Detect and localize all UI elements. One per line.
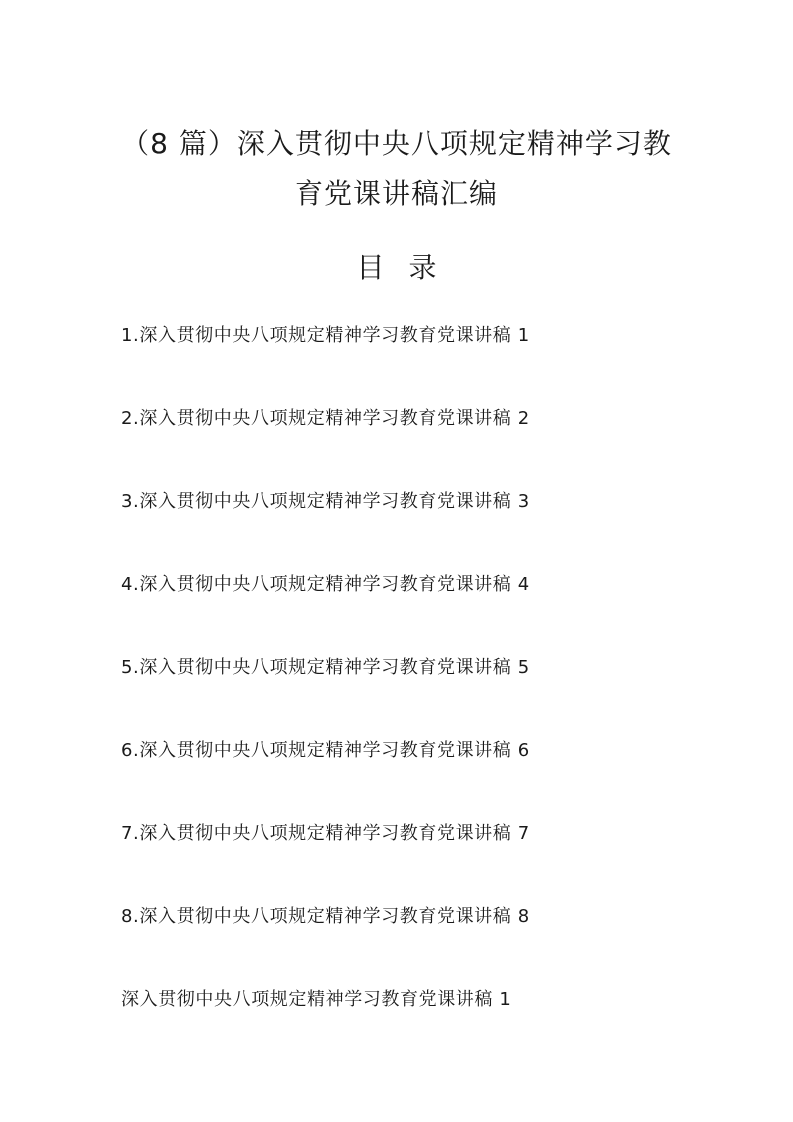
toc-item: 2.深入贯彻中央八项规定精神学习教育党课讲稿 2 <box>121 408 530 429</box>
toc-item: 6.深入贯彻中央八项规定精神学习教育党课讲稿 6 <box>121 740 530 761</box>
document-title-line-2: 育党课讲稿汇编 <box>294 177 498 210</box>
toc-item: 4.深入贯彻中央八项规定精神学习教育党课讲稿 4 <box>121 574 530 595</box>
toc-item: 7.深入贯彻中央八项规定精神学习教育党课讲稿 7 <box>121 823 530 844</box>
toc-item: 8.深入贯彻中央八项规定精神学习教育党课讲稿 8 <box>121 906 530 927</box>
document-title-line-1: （8 篇）深入贯彻中央八项规定精神学习教 <box>121 127 672 160</box>
first-section-heading: 深入贯彻中央八项规定精神学习教育党课讲稿 1 <box>121 989 512 1010</box>
toc-item: 5.深入贯彻中央八项规定精神学习教育党课讲稿 5 <box>121 657 530 678</box>
toc-item: 3.深入贯彻中央八项规定精神学习教育党课讲稿 3 <box>121 491 530 512</box>
table-of-contents-heading: 目录 <box>356 251 461 284</box>
toc-item: 1.深入贯彻中央八项规定精神学习教育党课讲稿 1 <box>121 325 530 346</box>
